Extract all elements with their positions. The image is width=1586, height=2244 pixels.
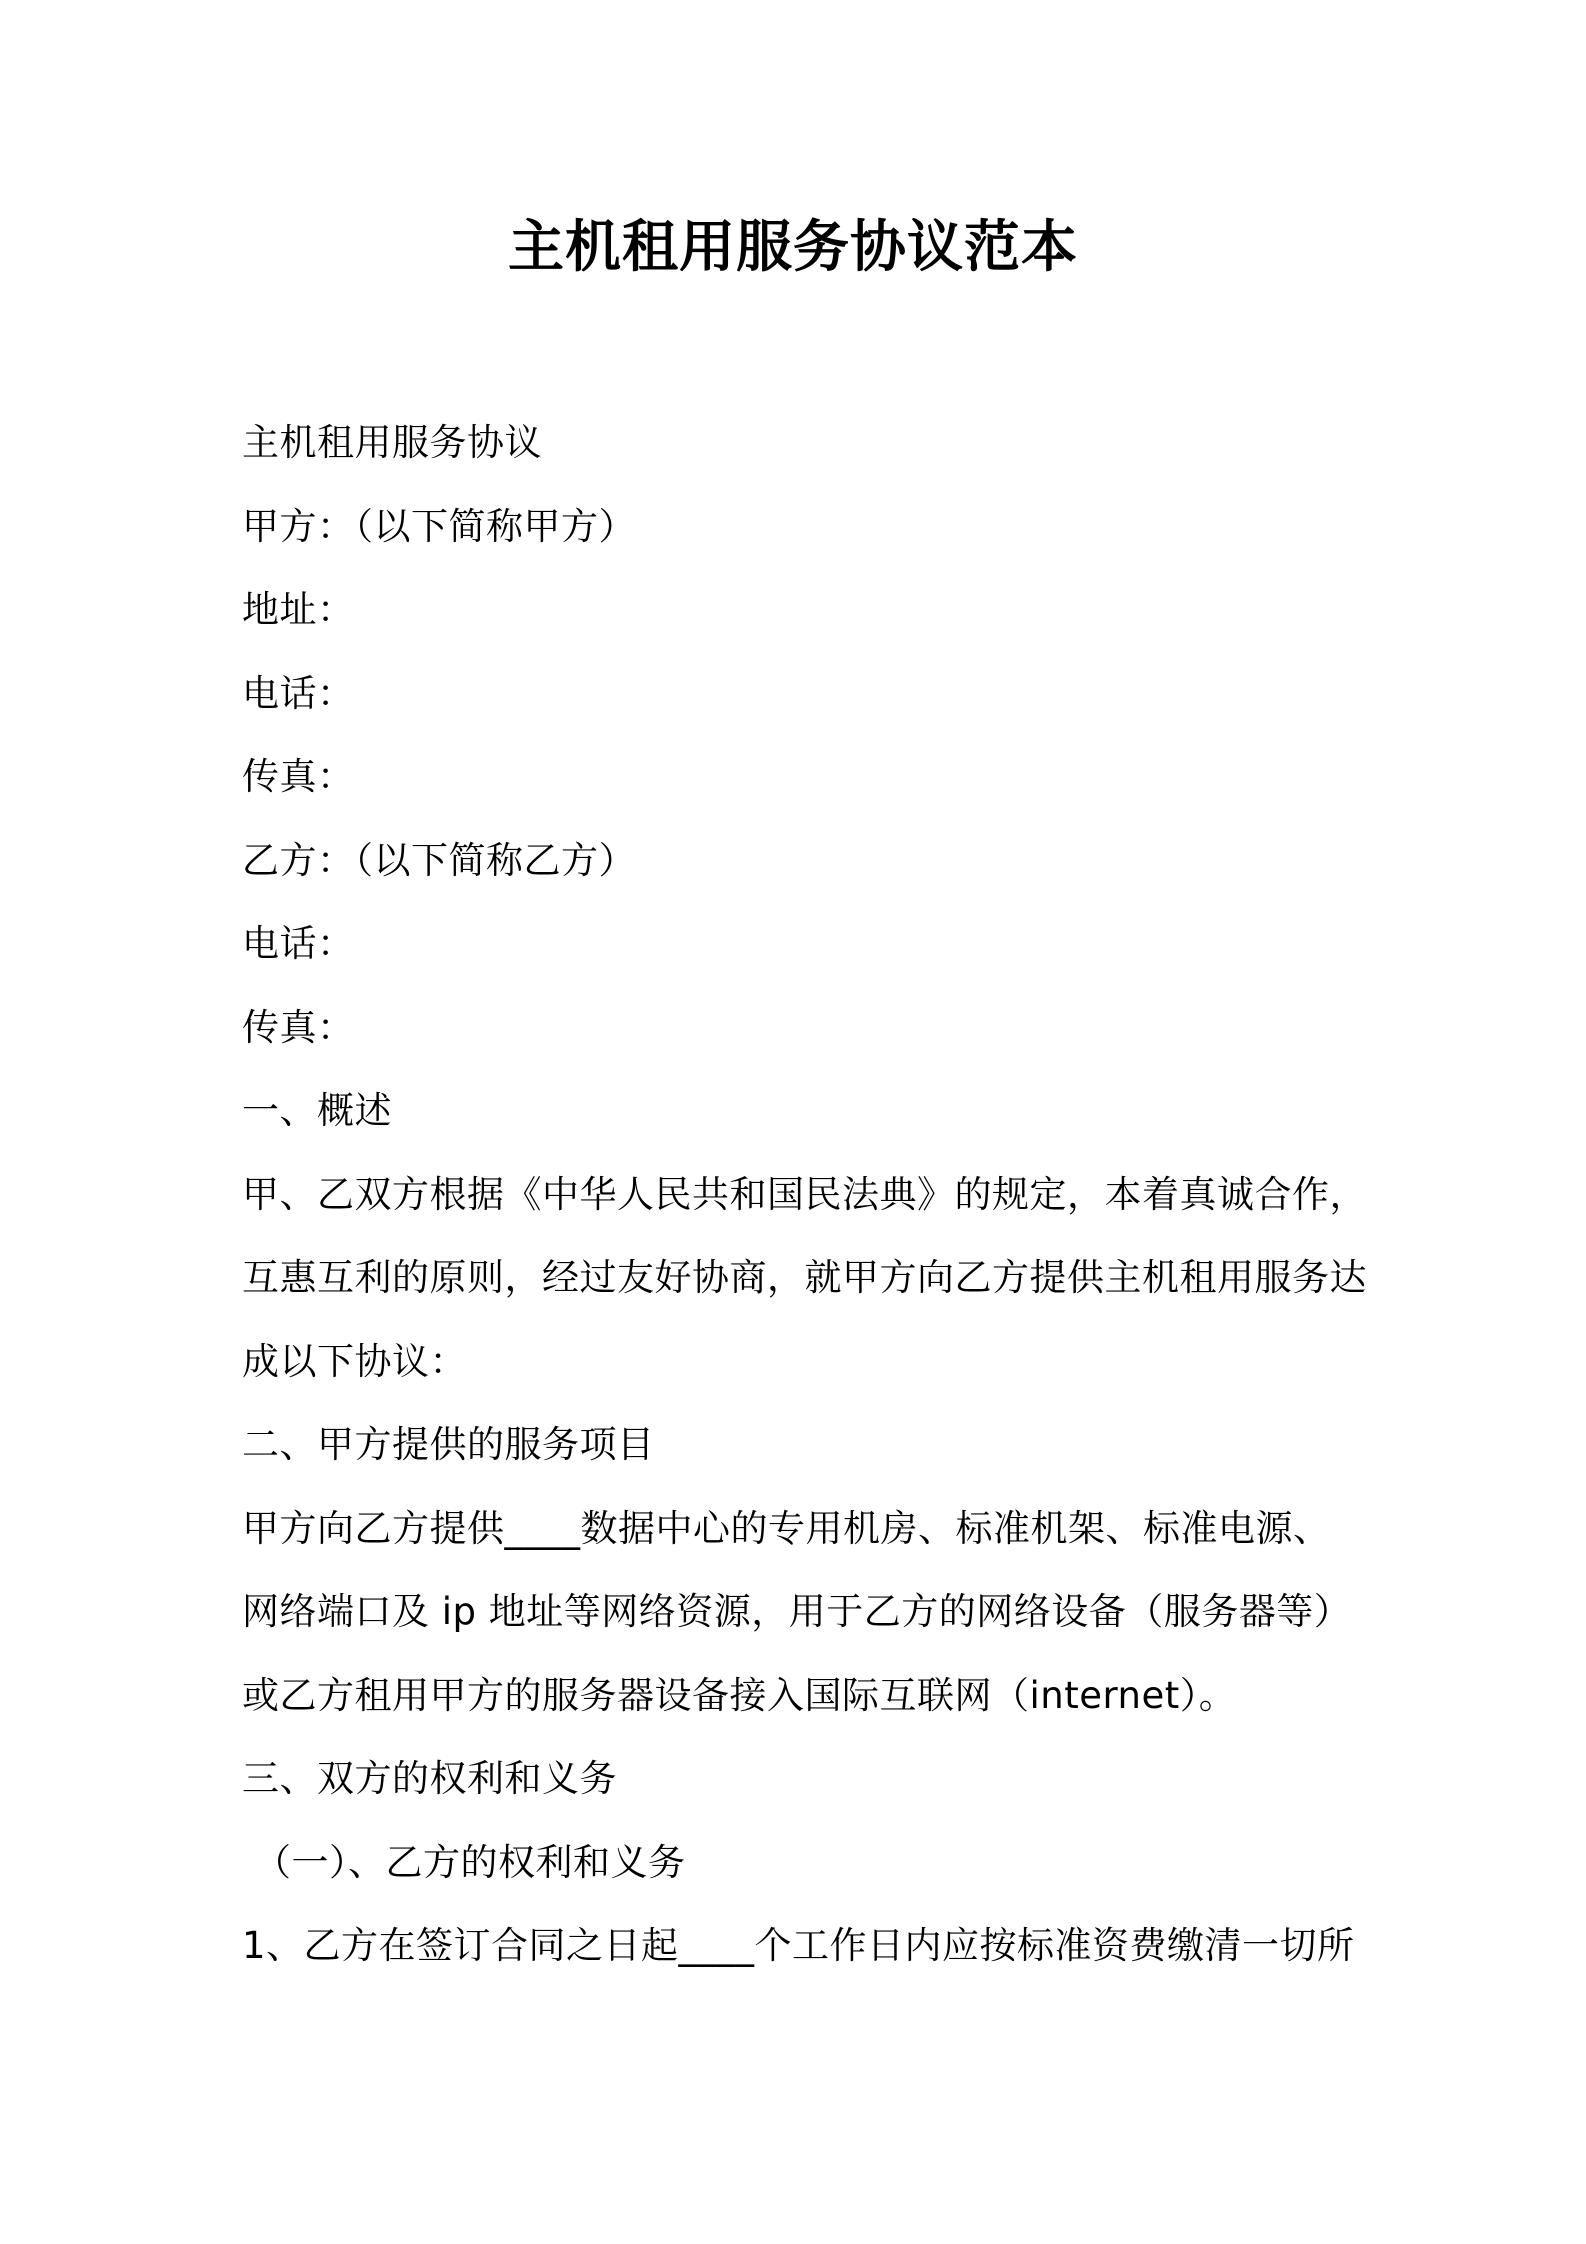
party-a-fax: 传真： (242, 755, 355, 798)
section-heading-services: 二、甲方提供的服务项目 (242, 1423, 655, 1466)
document-body (242, 401, 1367, 1988)
party-a-line: 甲方：（以下简称甲方） (242, 504, 636, 548)
paragraph-line: 甲方向乙方提供____数据中心的专用机房、标准机架、标准电源、 (242, 1506, 1331, 1550)
section-heading-rights: 三、双方的权利和义务 (242, 1757, 617, 1800)
party-b-fax: 传真： (242, 1005, 355, 1049)
paragraph-line: 或乙方租用甲方的服务器设备接入国际互联网（internet）。 (242, 1673, 1237, 1717)
subsection-heading: （一）、乙方的权利和义务 (254, 1840, 686, 1884)
section-heading-overview: 一、概述 (242, 1089, 392, 1132)
document-title: 主机租用服务协议范本 (508, 215, 1078, 280)
agreement-name: 主机租用服务协议 (242, 421, 542, 464)
party-a-phone: 电话： (242, 671, 355, 715)
paragraph-line: 成以下协议： (242, 1339, 467, 1383)
party-b-line: 乙方：（以下简称乙方） (242, 838, 636, 882)
party-b-phone: 电话： (242, 922, 355, 965)
party-a-address: 地址： (242, 588, 355, 631)
paragraph-line: 甲、乙双方根据《中华人民共和国民法典》的规定，本着真诚合作， (242, 1172, 1367, 1216)
paragraph-line: 互惠互利的原则，经过友好协商，就甲方向乙方提供主机租用服务达 (242, 1256, 1367, 1299)
paragraph-line: 1、乙方在签订合同之日起____个工作日内应按标准资费缴清一切所 (242, 1924, 1355, 1967)
paragraph-line: 网络端口及 ip 地址等网络资源，用于乙方的网络设备（服务器等） (242, 1590, 1352, 1633)
